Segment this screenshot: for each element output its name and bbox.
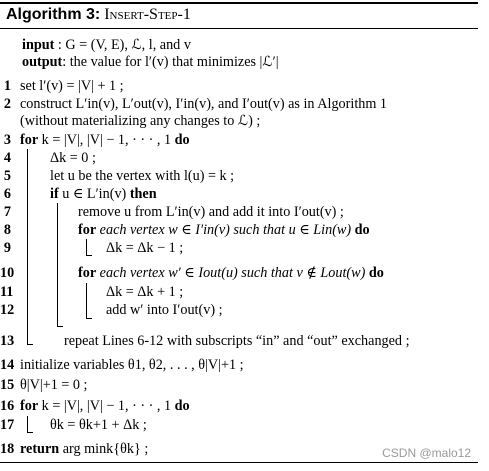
return-keyword: return bbox=[20, 441, 60, 457]
inner-for-foot-1 bbox=[86, 255, 92, 256]
line-number: 10 bbox=[0, 265, 15, 281]
algorithm-label: Algorithm 3: bbox=[6, 6, 101, 23]
inner-for-bar-1 bbox=[86, 239, 87, 255]
line-number: 1 bbox=[3, 78, 11, 94]
line-text: construct L′in(v), L′out(v), I′in(v), and I′out(v) as in Algorithm 1 bbox=[20, 96, 388, 112]
line-text: each vertex w′ ∈ Iout(u) such that v ∉ Lout(w) bbox=[96, 265, 369, 281]
line-number: 9 bbox=[3, 240, 11, 256]
line-number: 14 bbox=[0, 357, 15, 373]
if-block-foot bbox=[57, 326, 63, 327]
line-text: u ∈ L′in(v) bbox=[58, 186, 130, 202]
output-keyword: output bbox=[22, 54, 63, 70]
line-text: θ|V|+1 = 0 ; bbox=[20, 377, 88, 393]
line-text: Δk = Δk + 1 ; bbox=[106, 284, 184, 300]
input-keyword: input bbox=[22, 37, 55, 53]
inner-for-bar-2 bbox=[86, 283, 87, 318]
line-number: 11 bbox=[0, 284, 14, 300]
if-block-bar bbox=[57, 203, 58, 326]
line-text: remove u from L′in(v) and add it into I′out(v) ; bbox=[78, 204, 344, 220]
line-number: 3 bbox=[3, 132, 11, 148]
line-text: k = |V|, |V| − 1, · · · , 1 bbox=[38, 398, 175, 414]
for-keyword: for bbox=[20, 132, 39, 148]
line-number: 16 bbox=[0, 398, 15, 414]
final-for-bar bbox=[27, 416, 28, 432]
line-text: Δk = 0 ; bbox=[50, 150, 96, 166]
line-text: θk = θk+1 + Δk ; bbox=[50, 417, 147, 433]
line-number: 2 bbox=[3, 96, 11, 112]
do-keyword: do bbox=[368, 265, 384, 281]
watermark: CSDN @malo12 bbox=[382, 446, 471, 460]
algorithm-name: Insert-Step-1 bbox=[104, 6, 191, 23]
line-number: 7 bbox=[3, 204, 11, 220]
for-keyword: for bbox=[78, 222, 97, 238]
line-text: let u be the vertex with l(u) = k ; bbox=[50, 168, 235, 184]
line-number: 18 bbox=[0, 441, 15, 457]
line-text: Δk = Δk − 1 ; bbox=[106, 240, 184, 256]
for-keyword: for bbox=[20, 398, 39, 414]
for-block-bar bbox=[27, 149, 28, 344]
for-keyword: for bbox=[78, 265, 97, 281]
do-keyword: do bbox=[354, 222, 370, 238]
algorithm-title bbox=[6, 6, 191, 24]
for-block-foot bbox=[27, 344, 33, 345]
input-text: : G = (V, E), ℒ, l, and v bbox=[54, 37, 191, 53]
line-text: arg mink{θk} ; bbox=[59, 441, 149, 457]
final-for-foot bbox=[27, 432, 33, 433]
line-text: (without materializing any changes to ℒ) ; bbox=[20, 113, 261, 129]
top-rule bbox=[0, 2, 478, 4]
line-number: 4 bbox=[3, 150, 11, 166]
line-text: repeat Lines 6-12 with subscripts “in” and “out” exchanged ; bbox=[64, 333, 410, 349]
line-number: 13 bbox=[0, 333, 15, 349]
line-text: add w′ into I′out(v) ; bbox=[106, 302, 223, 318]
inner-for-foot-2 bbox=[86, 318, 92, 319]
line-number: 12 bbox=[0, 302, 15, 318]
line-text: k = |V|, |V| − 1, · · · , 1 bbox=[38, 132, 175, 148]
do-keyword: do bbox=[174, 398, 190, 414]
bottom-rule bbox=[0, 462, 478, 463]
line-number: 8 bbox=[3, 222, 11, 238]
title-rule bbox=[0, 28, 478, 29]
line-text: set l′(v) = |V| + 1 ; bbox=[20, 78, 124, 94]
line-number: 6 bbox=[3, 186, 11, 202]
line-number: 15 bbox=[0, 377, 15, 393]
line-number: 5 bbox=[3, 168, 11, 184]
line-text: initialize variables θ1, θ2, . . . , θ|V|+1 ; bbox=[20, 357, 244, 373]
then-keyword: then bbox=[129, 186, 157, 202]
do-keyword: do bbox=[174, 132, 190, 148]
line-number: 17 bbox=[0, 417, 15, 433]
output-text: : the value for l′(v) that minimizes |ℒ′| bbox=[62, 54, 279, 70]
line-text: each vertex w ∈ I′in(v) such that u ∈ Lin(w) bbox=[96, 222, 355, 238]
if-keyword: if bbox=[50, 186, 59, 202]
